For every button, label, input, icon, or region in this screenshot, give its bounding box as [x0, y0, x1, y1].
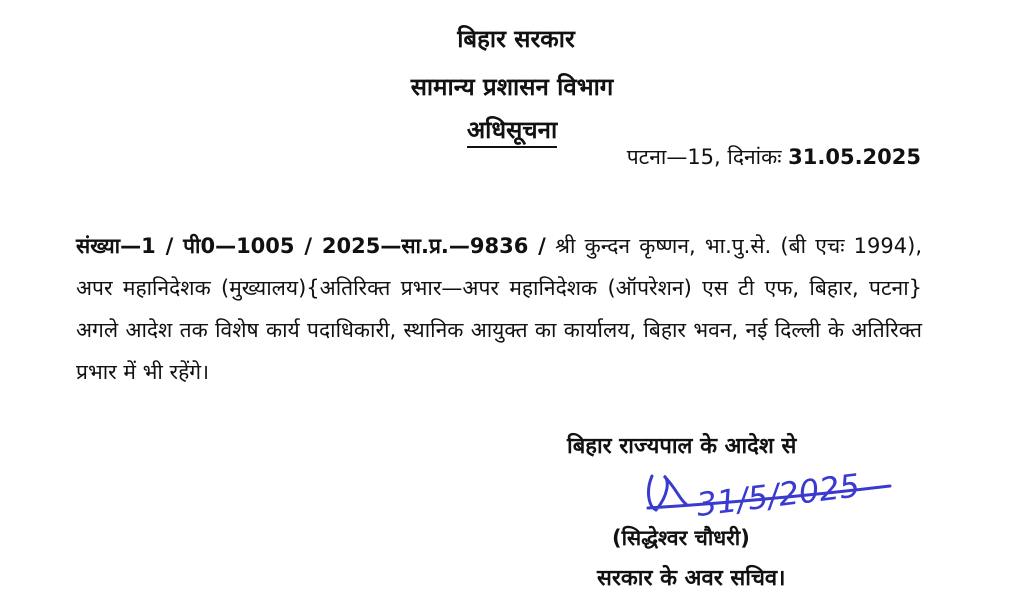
place-date-line	[627, 143, 921, 171]
document-type-heading	[0, 115, 1024, 145]
signer-designation: सरकार के अवर सचिव।	[597, 566, 786, 591]
notification-number: संख्या—1 / पी0—1005 / 2025—सा.प्र.—9836 /	[76, 234, 546, 258]
government-heading: बिहार सरकार	[457, 25, 575, 53]
governor-order-line: बिहार राज्यपाल के आदेश से	[567, 434, 797, 459]
signature-date-scribble: 31/5/2025	[694, 466, 862, 524]
department-heading: सामान्य प्रशासन विभाग	[410, 73, 614, 101]
place-label: पटना—15, दिनांकः	[626, 145, 789, 169]
notification-text: श्री कुन्दन कृष्णन, भा.पु.से. (बी एचः 1994), अपर महानिदेशक (मुख्यालय){अतिरिक्त प्रभार—अपर महानिदेशक (ऑपरेशन) एस टी एफ, बिहार, पटना} अगले आदेश तक विशेष कार्य पदाधिकारी, स्थानिक आयुक्त का कार्यालय, बिहार भवन, नई दिल्ली के अतिरिक्त प्रभार में भी रहेंगे।	[76, 234, 922, 384]
document-type-text: अधिसूचना	[467, 116, 557, 148]
notification-body	[76, 225, 922, 393]
signer-name: (सिद्धेश्वर चौधरी)	[612, 526, 750, 550]
notification-date: 31.05.2025	[788, 145, 921, 169]
